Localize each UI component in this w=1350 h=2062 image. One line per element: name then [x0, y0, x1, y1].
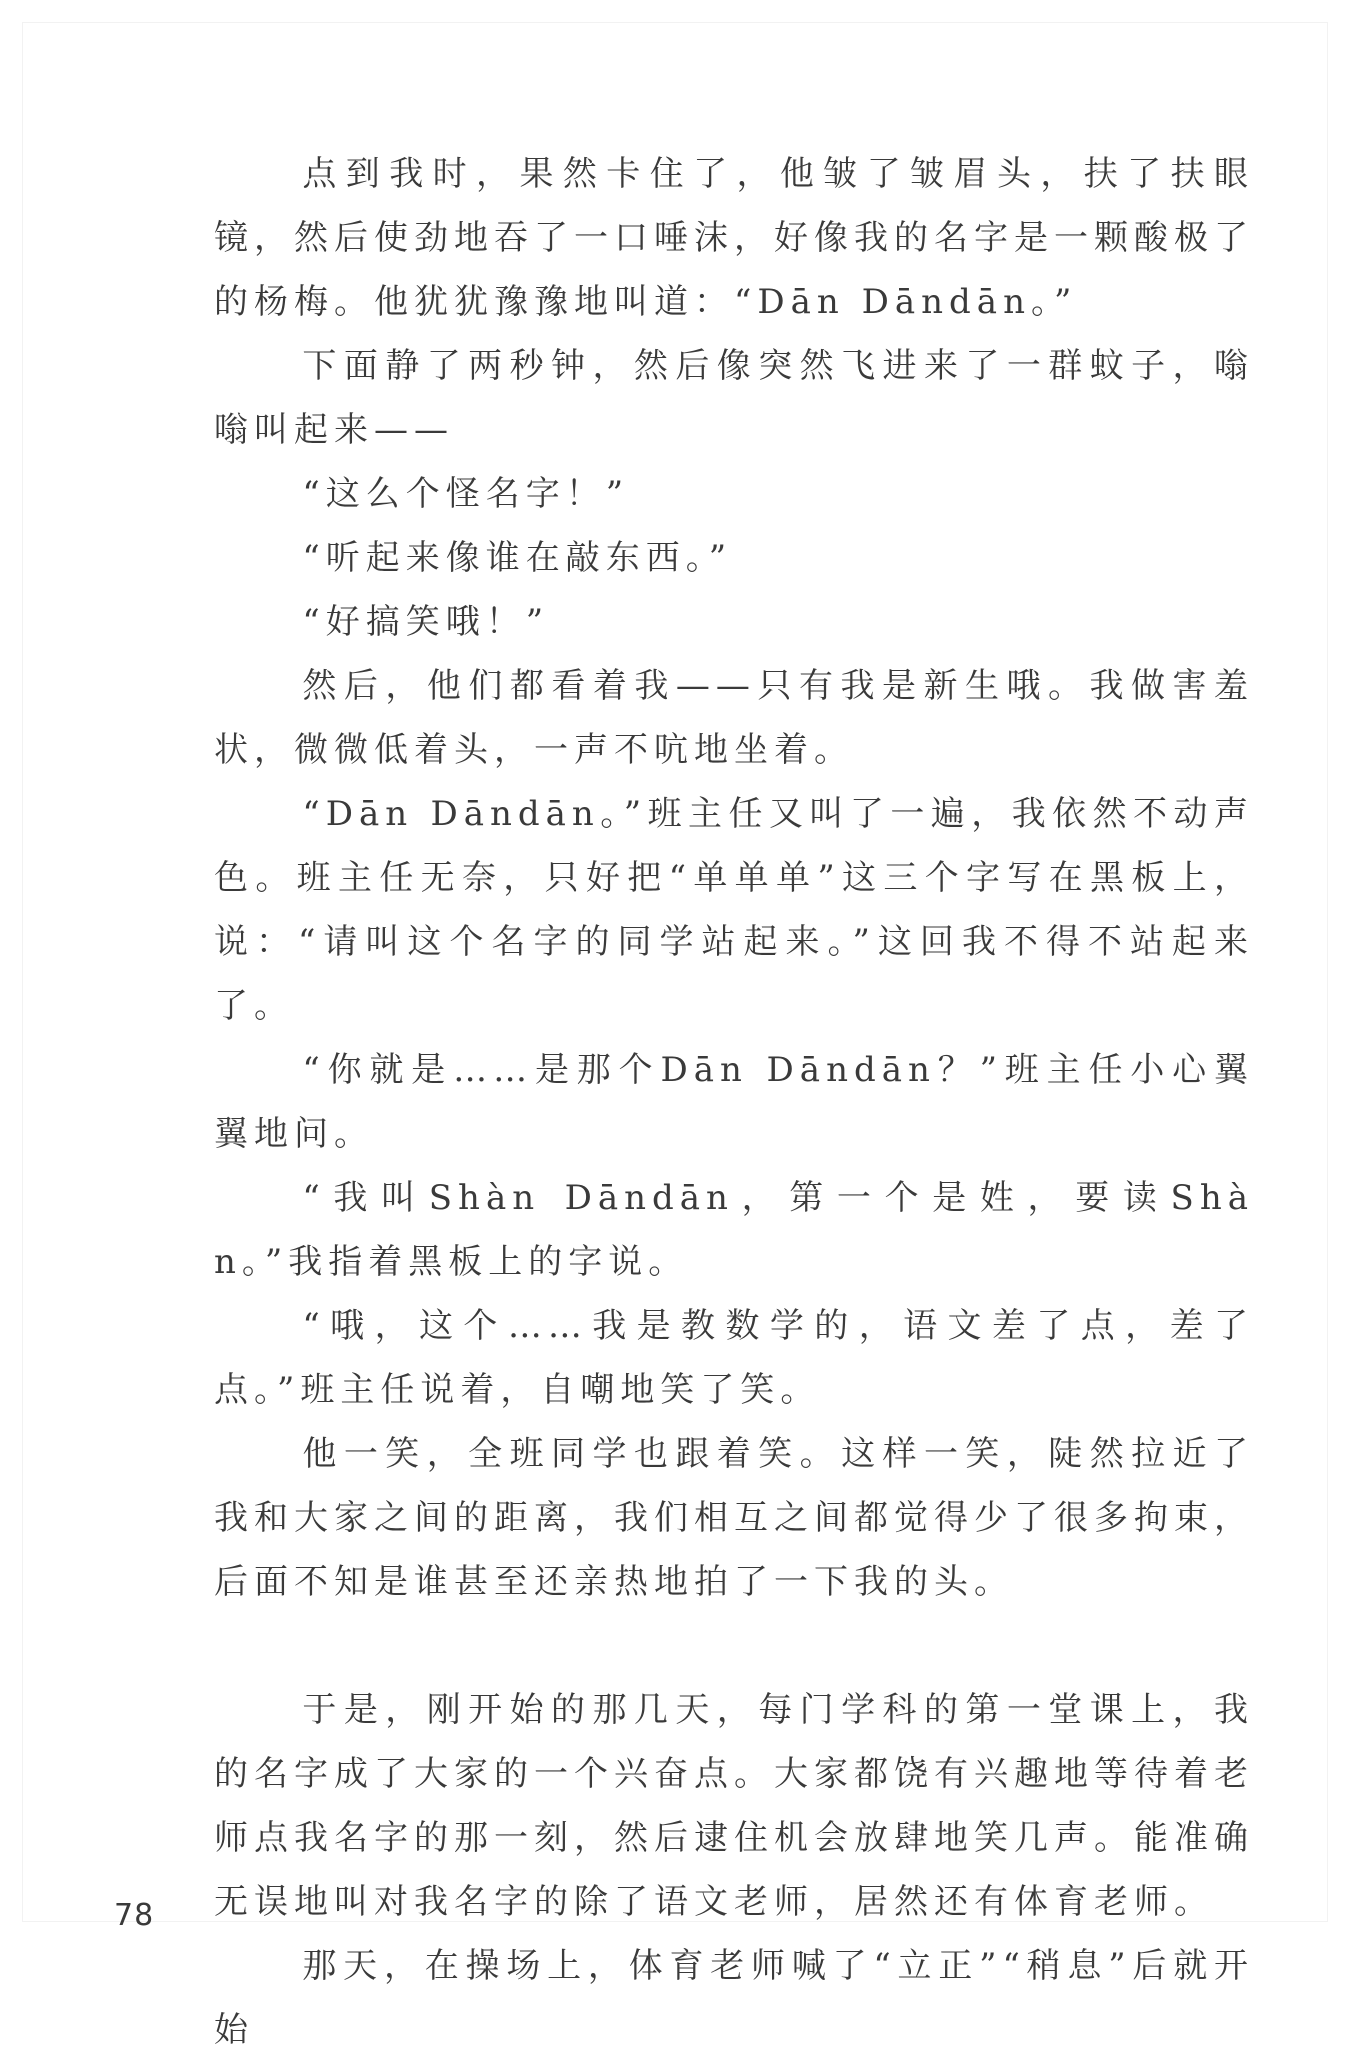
page-number: 78	[114, 1898, 155, 1933]
paragraph: “好搞笑哦！”	[302, 602, 550, 642]
paragraph: 他一笑，全班同学也跟着笑。这样一笑，陡然拉近了我和大家之间的距离，我们相互之间都觉得少了很多拘束，后面不知是谁甚至还亲热地拍了一下我的头。	[214, 1434, 1254, 1602]
paragraph: 下面静了两秒钟，然后像突然飞进来了一群蚊子，嗡嗡叫起来——	[214, 346, 1254, 450]
paragraph: 于是，刚开始的那几天，每门学科的第一堂课上，我的名字成了大家的一个兴奋点。大家都饶有兴趣地等待着老师点我名字的那一刻，然后逮住机会放肆地笑几声。能准确无误地叫对我名字的除了语文老师，居然还有体育老师。	[214, 1690, 1254, 1922]
body-text	[214, 142, 1254, 2062]
book-page	[22, 22, 1328, 2050]
paragraph: “你就是……是那个Dān Dāndān？”班主任小心翼翼地问。	[214, 1050, 1254, 1154]
paragraph: 点到我时，果然卡住了，他皱了皱眉头，扶了扶眼镜，然后使劲地吞了一口唾沫，好像我的名字是一颗酸极了的杨梅。他犹犹豫豫地叫道：“Dān Dāndān。”	[214, 154, 1254, 322]
paragraph: 然后，他们都看着我——只有我是新生哦。我做害羞状，微微低着头，一声不吭地坐着。	[214, 666, 1254, 770]
paragraph: “哦，这个……我是教数学的，语文差了点，差了点。”班主任说着，自嘲地笑了笑。	[214, 1306, 1254, 1410]
paragraph: “Dān Dāndān。”班主任又叫了一遍，我依然不动声色。班主任无奈，只好把“单单单”这三个字写在黑板上，说：“请叫这个名字的同学站起来。”这回我不得不站起来了。	[214, 794, 1254, 1026]
paragraph: “我叫Shàn Dāndān，第一个是姓，要读Shàn。”我指着黑板上的字说。	[214, 1178, 1254, 1282]
paragraph: 那天，在操场上，体育老师喊了“立正”“稍息”后就开始	[214, 1946, 1254, 2050]
paragraph: “这么个怪名字！”	[302, 474, 630, 514]
paragraph: “听起来像谁在敲东西。”	[302, 538, 733, 578]
